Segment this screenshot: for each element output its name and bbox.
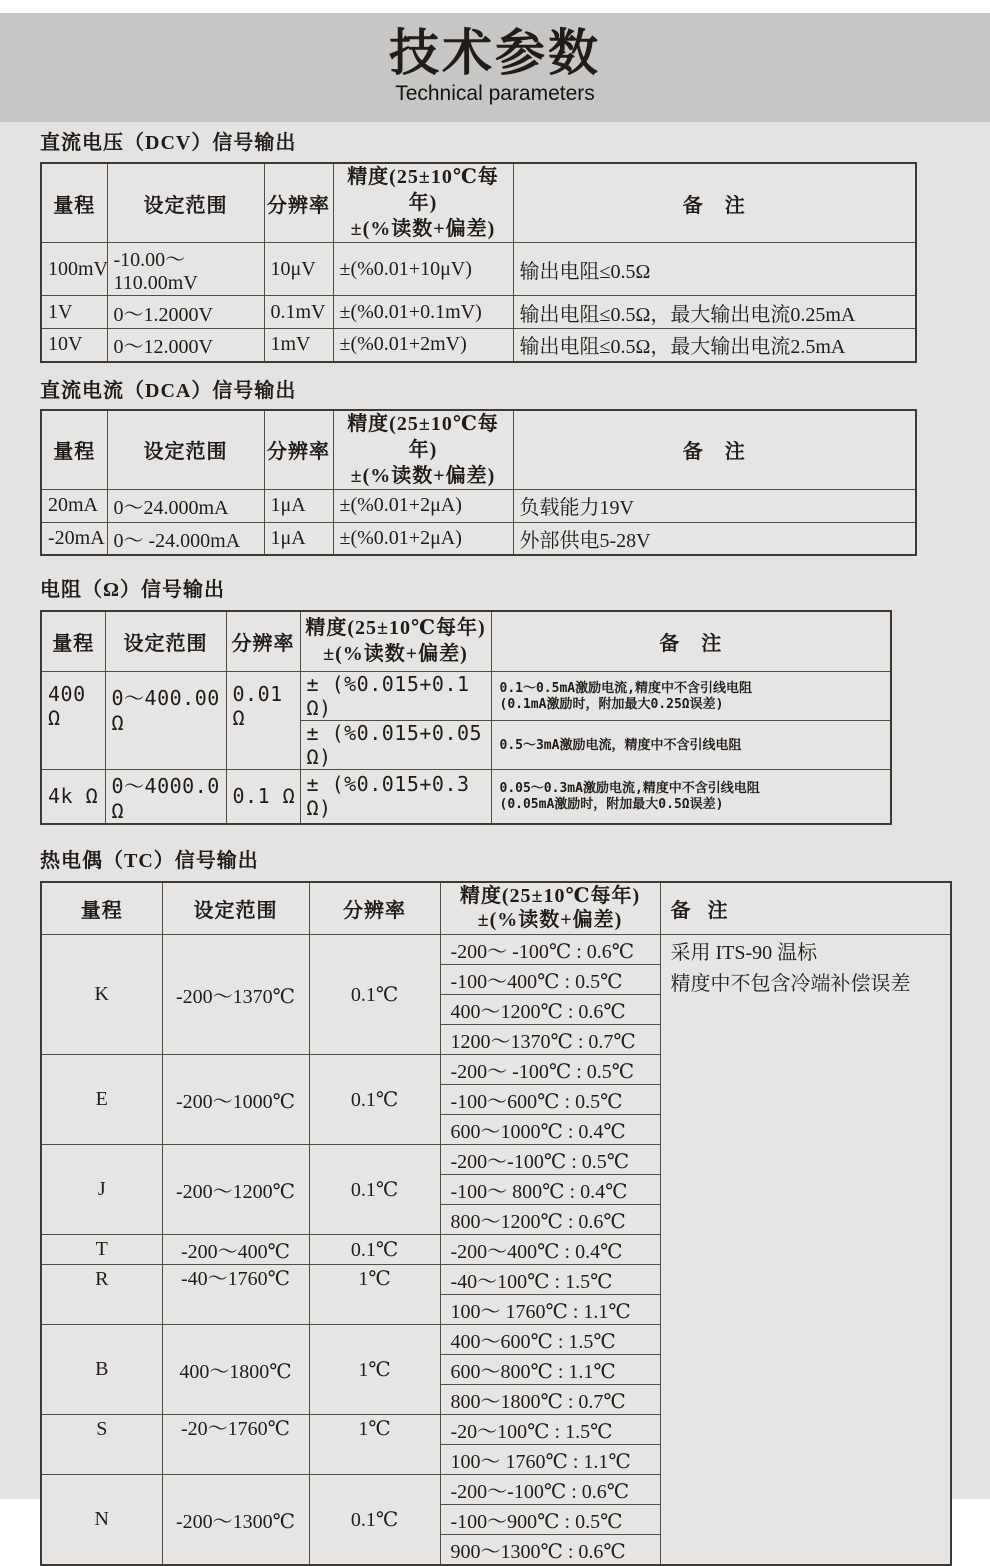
- header-notes: 备 注: [513, 163, 916, 243]
- cell-accuracy: 600～800℃ : 1.1℃: [440, 1355, 660, 1385]
- header-accuracy: [300, 611, 491, 671]
- header-setting-range: 设定范围: [162, 882, 309, 935]
- cell-resolution: 0.01 Ω: [226, 671, 300, 769]
- cell-setting: -200～1300℃: [162, 1475, 309, 1566]
- cell-accuracy: -100～ 800℃ : 0.4℃: [440, 1175, 660, 1205]
- cell-notes: [491, 720, 891, 769]
- resistance-table: [40, 610, 892, 825]
- notes-line2: (0.1mA激励时，附加最大0.25Ω误差): [500, 697, 891, 713]
- header-setting-range: 设定范围: [105, 611, 226, 671]
- cell-resolution: 1μA: [264, 522, 333, 555]
- cell-accuracy: ± (%0.015+0.1 Ω): [300, 671, 491, 720]
- header-accuracy-line1: 精度(25±10℃每年): [334, 164, 513, 216]
- cell-notes: [491, 671, 891, 720]
- cell-setting: 0～24.000mA: [107, 489, 264, 522]
- dcv-header-row: [41, 163, 916, 243]
- cell-accuracy: -200～400℃ : 0.4℃: [440, 1235, 660, 1265]
- header-accuracy: [333, 410, 513, 490]
- cell-accuracy: ± (%0.015+0.05 Ω): [300, 720, 491, 769]
- cell-setting: 0～4000.0 Ω: [105, 769, 226, 824]
- cell-range: 20mA: [41, 489, 107, 522]
- cell-accuracy: 400～600℃ : 1.5℃: [440, 1325, 660, 1355]
- cell-setting: 0～400.00 Ω: [105, 671, 226, 769]
- cell-accuracy: -40～100℃ : 1.5℃: [440, 1265, 660, 1295]
- header-resolution: 分辨率: [309, 882, 440, 935]
- cell-accuracy: ± (%0.015+0.3 Ω): [300, 769, 491, 824]
- cell-notes: [491, 769, 891, 824]
- cell-resolution: 0.1℃: [309, 1235, 440, 1265]
- cell-range: -20mA: [41, 522, 107, 555]
- tc-table: [40, 881, 952, 1566]
- header-resolution: 分辨率: [264, 410, 333, 490]
- notes-line1: 0.05～0.3mA激励电流,精度中不含引线电阻: [500, 781, 891, 797]
- cell-range: T: [41, 1235, 162, 1265]
- header-notes: 备 注: [660, 882, 951, 935]
- cell-accuracy: -20～100℃ : 1.5℃: [440, 1415, 660, 1445]
- cell-setting: -10.00～110.00mV: [107, 243, 264, 296]
- cell-accuracy: 900～1300℃ : 0.6℃: [440, 1535, 660, 1566]
- title-banner: [0, 13, 990, 122]
- dcv-table: [40, 162, 917, 363]
- cell-range: R: [41, 1265, 162, 1325]
- cell-accuracy: -100～600℃ : 0.5℃: [440, 1085, 660, 1115]
- page-title: 技术参数: [0, 13, 990, 81]
- header-accuracy-line2: ±(%读数+偏差): [441, 908, 660, 932]
- header-resolution: 分辨率: [226, 611, 300, 671]
- cell-resolution: 0.1℃: [309, 1055, 440, 1145]
- notes-line2: 精度中不包含冷端补偿误差: [671, 969, 951, 1000]
- cell-range: 100mV: [41, 243, 107, 296]
- cell-notes: 外部供电5-28V: [513, 522, 916, 555]
- header-notes: 备 注: [513, 410, 916, 490]
- cell-setting: -40～1760℃: [162, 1265, 309, 1325]
- cell-resolution: 0.1℃: [309, 935, 440, 1055]
- table-row: [41, 522, 916, 555]
- cell-accuracy: ±(%0.01+10μV): [333, 243, 513, 296]
- cell-range: B: [41, 1325, 162, 1415]
- cell-setting: 0～1.2000V: [107, 296, 264, 329]
- cell-setting: 0～12.000V: [107, 329, 264, 362]
- notes-line2: (0.05mA激励时，附加最大0.5Ω误差): [500, 797, 891, 813]
- cell-accuracy: 100～ 1760℃ : 1.1℃: [440, 1445, 660, 1475]
- cell-setting: 0～ -24.000mA: [107, 522, 264, 555]
- header-accuracy: [333, 163, 513, 243]
- content-area: [0, 132, 990, 1566]
- top-white-strip: [0, 0, 990, 13]
- table-row: [41, 296, 916, 329]
- header-range: 量程: [41, 410, 107, 490]
- notes-line1: 0.1～0.5mA激励电流,精度中不含引线电阻: [500, 681, 891, 697]
- header-range: 量程: [41, 882, 162, 935]
- cell-resolution: 10μV: [264, 243, 333, 296]
- cell-accuracy: -200～ -100℃ : 0.5℃: [440, 1055, 660, 1085]
- cell-range: 400 Ω: [41, 671, 105, 769]
- header-accuracy-line1: 精度(25±10℃每年): [301, 615, 491, 641]
- cell-accuracy: ±(%0.01+0.1mV): [333, 296, 513, 329]
- cell-accuracy: 1200～1370℃ : 0.7℃: [440, 1025, 660, 1055]
- cell-accuracy: 800～1200℃ : 0.6℃: [440, 1205, 660, 1235]
- section-title-tc: 热电偶（TC）信号输出: [40, 850, 990, 872]
- cell-accuracy: 600～1000℃ : 0.4℃: [440, 1115, 660, 1145]
- cell-notes: 输出电阻≤0.5Ω，最大输出电流0.25mA: [513, 296, 916, 329]
- header-accuracy-line2: ±(%读数+偏差): [334, 463, 513, 489]
- header-accuracy-line2: ±(%读数+偏差): [301, 641, 491, 667]
- cell-resolution: 1μA: [264, 489, 333, 522]
- cell-notes: 输出电阻≤0.5Ω，最大输出电流2.5mA: [513, 329, 916, 362]
- cell-range: S: [41, 1415, 162, 1475]
- cell-setting: -200～1200℃: [162, 1145, 309, 1235]
- cell-resolution: 1℃: [309, 1415, 440, 1475]
- cell-setting: -200～1000℃: [162, 1055, 309, 1145]
- cell-accuracy: 400～1200℃ : 0.6℃: [440, 995, 660, 1025]
- cell-accuracy: 800～1800℃ : 0.7℃: [440, 1385, 660, 1415]
- cell-resolution: 1℃: [309, 1325, 440, 1415]
- header-accuracy-line1: 精度(25±10℃每年): [441, 884, 660, 908]
- section-title-dca: 直流电流（DCA）信号输出: [40, 380, 990, 402]
- header-notes: 备 注: [491, 611, 891, 671]
- cell-accuracy: ±(%0.01+2μA): [333, 489, 513, 522]
- cell-accuracy: -100～900℃ : 0.5℃: [440, 1505, 660, 1535]
- cell-range: 1V: [41, 296, 107, 329]
- table-row: [41, 489, 916, 522]
- cell-setting: -200～400℃: [162, 1235, 309, 1265]
- header-accuracy-line2: ±(%读数+偏差): [334, 216, 513, 242]
- header-setting-range: 设定范围: [107, 163, 264, 243]
- section-title-dcv: 直流电压（DCV）信号输出: [40, 132, 990, 154]
- cell-resolution: 0.1mV: [264, 296, 333, 329]
- cell-notes: [660, 935, 951, 1566]
- cell-accuracy: -200～-100℃ : 0.5℃: [440, 1145, 660, 1175]
- cell-range: 10V: [41, 329, 107, 362]
- cell-setting: 400～1800℃: [162, 1325, 309, 1415]
- cell-range: J: [41, 1145, 162, 1235]
- table-row: [41, 671, 891, 720]
- cell-range: K: [41, 935, 162, 1055]
- cell-notes: 负载能力19V: [513, 489, 916, 522]
- notes-line1: 采用 ITS-90 温标: [671, 938, 951, 969]
- cell-resolution: 0.1 Ω: [226, 769, 300, 824]
- header-accuracy-line1: 精度(25±10℃每年): [334, 411, 513, 463]
- dca-header-row: [41, 410, 916, 490]
- section-title-resistance: 电阻（Ω）信号输出: [40, 579, 990, 601]
- cell-accuracy: 100～ 1760℃ : 1.1℃: [440, 1295, 660, 1325]
- cell-range: 4k Ω: [41, 769, 105, 824]
- header-range: 量程: [41, 611, 105, 671]
- cell-resolution: 1mV: [264, 329, 333, 362]
- cell-notes: 输出电阻≤0.5Ω: [513, 243, 916, 296]
- page-subtitle: Technical parameters: [0, 83, 990, 105]
- cell-accuracy: -100～400℃ : 0.5℃: [440, 965, 660, 995]
- table-row: [41, 329, 916, 362]
- dca-table: [40, 409, 917, 557]
- table-row: [41, 769, 891, 824]
- tc-header-row: [41, 882, 951, 935]
- header-accuracy: [440, 882, 660, 935]
- header-range: 量程: [41, 163, 107, 243]
- table-row: [41, 243, 916, 296]
- cell-setting: -200～1370℃: [162, 935, 309, 1055]
- cell-accuracy: ±(%0.01+2mV): [333, 329, 513, 362]
- table-row: [41, 935, 951, 965]
- cell-range: N: [41, 1475, 162, 1566]
- cell-accuracy: -200～ -100℃ : 0.6℃: [440, 935, 660, 965]
- cell-accuracy: -200～-100℃ : 0.6℃: [440, 1475, 660, 1505]
- header-resolution: 分辨率: [264, 163, 333, 243]
- cell-range: E: [41, 1055, 162, 1145]
- cell-setting: -20～1760℃: [162, 1415, 309, 1475]
- resistance-header-row: [41, 611, 891, 671]
- header-setting-range: 设定范围: [107, 410, 264, 490]
- notes-line1: 0.5～3mA激励电流，精度中不含引线电阻: [500, 738, 891, 754]
- cell-resolution: 0.1℃: [309, 1475, 440, 1566]
- cell-resolution: 1℃: [309, 1265, 440, 1325]
- cell-accuracy: ±(%0.01+2μA): [333, 522, 513, 555]
- cell-resolution: 0.1℃: [309, 1145, 440, 1235]
